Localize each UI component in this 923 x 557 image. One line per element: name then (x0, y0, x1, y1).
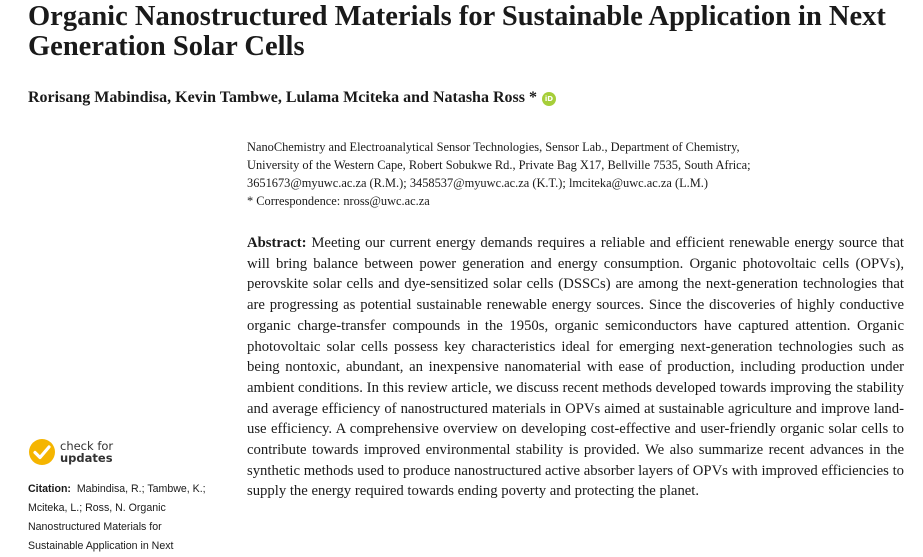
citation-line: Mabindisa, R.; Tambwe, K.; (76, 483, 206, 495)
abstract-label: Abstract: (247, 235, 307, 251)
check-for-updates-badge[interactable] (28, 438, 158, 470)
check-updates-label-1: check for (60, 439, 114, 453)
affiliation-line: 3651673@myuwc.ac.za (R.M.); 3458537@myuwc.ac.za (K.T.); lmciteka@uwc.ac.za (L.M.) (247, 176, 708, 190)
paper-title: Organic Nanostructured Materials for Sustainable Application in Next Generation Solar Cells (28, 1, 886, 62)
affiliation-block (247, 138, 897, 210)
author-list (28, 88, 556, 108)
affiliation-line: University of the Western Cape, Robert Sobukwe Rd., Private Bag X17, Bellville 7535, South Africa; (247, 158, 751, 172)
citation-block (28, 480, 228, 556)
check-updates-label-2: updates (60, 451, 113, 465)
abstract (247, 233, 904, 502)
check-updates-icon (28, 438, 56, 466)
abstract-text: Meeting our current energy demands requires a reliable and efficient renewable energy source that will bring balance between power generation and energy consumption. Organic photovoltaic cells (OPVs), perovskite solar cells and dye-sensitized solar cells (DSSCs) are among the next-generation technologies that are progressing as potential sustainable renewable energy sources. Since the discoveries of highly conductive organic charge-transfer compounds in the 1950s, organic semiconductors have captured attention. Organic photovoltaic solar cells possess key characteristics ideal for emerging next-generation technologies such as being nontoxic, abundant, an inexpensive nanomaterial with ease of production, including production under ambient conditions. In this review article, we discuss recent methods developed towards improving the stability and average efficiency of nanostructured materials in OPVs aimed at sustainable agriculture and improve land-use efficiency. A comprehensive overview on developing cost-effective and user-friendly organic solar cells to contribute towards improved environmental stability is provided. We also summarize recent advances in the synthetic methods used to produce nanostructured active absorber layers of OPVs with improved efficiencies to supply the energy required towards ending poverty and protecting the planet. (247, 235, 904, 500)
citation-label: Citation: (28, 483, 71, 495)
authors-text: Rorisang Mabindisa, Kevin Tambwe, Lulama Mciteka and Natasha Ross * (28, 89, 537, 106)
orcid-icon[interactable]: iD (542, 92, 556, 106)
correspondence-line: * Correspondence: nross@uwc.ac.za (247, 194, 430, 208)
citation-line: Sustainable Application in Next (28, 540, 174, 552)
affiliation-line: NanoChemistry and Electroanalytical Sensor Technologies, Sensor Lab., Department of Chemistry, (247, 140, 740, 154)
citation-line: Mciteka, L.; Ross, N. Organic (28, 502, 166, 514)
citation-line: Nanostructured Materials for (28, 521, 162, 533)
